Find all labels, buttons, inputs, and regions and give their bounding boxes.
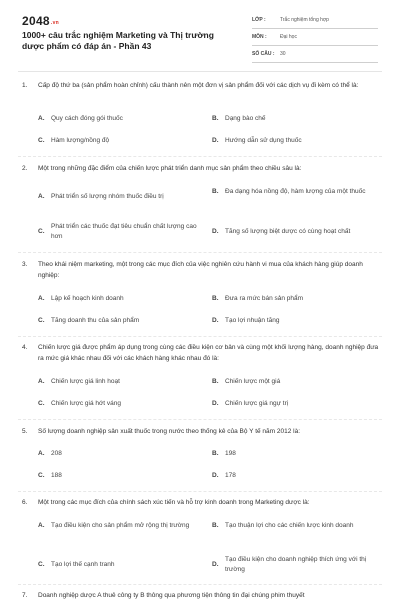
option-4a[interactable] bbox=[38, 377, 203, 387]
option-3b[interactable] bbox=[212, 294, 377, 304]
option-1d[interactable] bbox=[212, 136, 377, 146]
option-6b[interactable] bbox=[212, 521, 377, 531]
option-letter: D. bbox=[212, 137, 219, 144]
option-1b[interactable] bbox=[212, 114, 377, 124]
option-text: Chiến lược giá ngự trị bbox=[225, 400, 289, 407]
question-text: Một trong các mục đích của chính sách xúc tiến và hỗ trợ kinh doanh trong Marketing dược là: bbox=[38, 499, 310, 506]
question-1 bbox=[22, 80, 382, 91]
option-letter: A. bbox=[38, 115, 45, 122]
option-letter: D. bbox=[212, 561, 219, 568]
logo-suffix: .vn bbox=[50, 20, 60, 26]
meta-label: SỐ CÂU : bbox=[252, 51, 275, 57]
question-separator bbox=[18, 156, 382, 157]
option-1a[interactable] bbox=[38, 114, 203, 124]
option-text: Chiến lược giá linh hoạt bbox=[51, 378, 120, 385]
question-3 bbox=[22, 259, 382, 281]
option-letter: D. bbox=[212, 400, 219, 407]
question-number: 3. bbox=[22, 261, 28, 268]
option-text: Quy cách đóng gói thuốc bbox=[51, 115, 123, 122]
option-letter: C. bbox=[38, 317, 45, 324]
option-text: Tăng doanh thu của sản phẩm bbox=[51, 317, 140, 324]
header-divider bbox=[18, 71, 382, 72]
option-text: Tạo lợi nhuận tăng bbox=[225, 317, 280, 324]
option-text: 178 bbox=[225, 472, 236, 479]
logo-text: 2048 bbox=[22, 14, 50, 28]
option-letter: A. bbox=[38, 193, 45, 200]
option-letter: B. bbox=[212, 295, 219, 302]
option-text: 188 bbox=[51, 472, 62, 479]
question-separator bbox=[18, 419, 382, 420]
option-letter: C. bbox=[38, 400, 45, 407]
meta-value: 30 bbox=[280, 51, 286, 57]
option-letter: B. bbox=[212, 188, 219, 195]
option-text: 208 bbox=[51, 450, 62, 457]
option-letter: D. bbox=[212, 228, 219, 235]
question-text: Cấp độ thứ ba (sản phẩm hoàn chỉnh) cấu thành nên một đơn vị sản phẩm đối với các dịch vụ đi kèm có thể là: bbox=[38, 82, 359, 89]
option-1c[interactable] bbox=[38, 136, 203, 146]
question-separator bbox=[18, 491, 382, 492]
question-5 bbox=[22, 426, 382, 437]
meta-label: LỚP : bbox=[252, 17, 266, 23]
option-letter: B. bbox=[212, 450, 219, 457]
option-letter: D. bbox=[212, 317, 219, 324]
site-logo[interactable] bbox=[22, 14, 59, 28]
question-number: 6. bbox=[22, 499, 28, 506]
option-letter: A. bbox=[38, 295, 45, 302]
option-text: Tạo điều kiện cho doanh nghiệp thích ứng với thị trường bbox=[225, 556, 367, 573]
question-separator bbox=[18, 336, 382, 337]
option-3a[interactable] bbox=[38, 294, 203, 304]
option-5b[interactable] bbox=[212, 449, 377, 459]
option-letter: C. bbox=[38, 228, 45, 235]
question-4 bbox=[22, 342, 382, 364]
option-text: Đưa ra mức bán sản phẩm bbox=[225, 295, 304, 302]
question-number: 4. bbox=[22, 344, 28, 351]
option-6d[interactable] bbox=[212, 555, 377, 575]
question-number: 2. bbox=[22, 165, 28, 172]
option-text: Đa dạng hóa nồng độ, hàm lượng của một thuốc bbox=[225, 188, 366, 195]
option-text: Lập kế hoạch kinh doanh bbox=[51, 295, 124, 302]
meta-row-class bbox=[252, 12, 378, 29]
meta-row-count bbox=[252, 46, 378, 63]
option-letter: C. bbox=[38, 472, 45, 479]
option-text: Phát triển số lượng nhóm thuốc điều trị bbox=[51, 193, 164, 200]
option-text: Tạo thuận lợi cho các chiến lược kinh doanh bbox=[225, 522, 354, 529]
option-text: Tạo lợi thế cạnh tranh bbox=[51, 561, 115, 568]
question-number: 7. bbox=[22, 592, 28, 599]
option-text: Hàm lượng/nồng độ bbox=[51, 137, 110, 144]
option-4d[interactable] bbox=[212, 399, 377, 409]
option-2c[interactable] bbox=[38, 222, 203, 242]
option-text: Phát triển các thuốc đạt tiêu chuẩn chất lượng cao hơn bbox=[51, 223, 197, 240]
question-separator bbox=[18, 584, 382, 585]
option-4b[interactable] bbox=[212, 377, 377, 387]
option-letter: A. bbox=[38, 378, 45, 385]
question-text: Doanh nghiệp dược A thuê công ty B thông qua phương tiện thông tin đại chúng phim thuyết bbox=[38, 592, 305, 599]
option-5a[interactable] bbox=[38, 449, 203, 459]
option-text: Dạng bào chế bbox=[225, 115, 266, 122]
option-3d[interactable] bbox=[212, 316, 377, 326]
option-6a[interactable] bbox=[38, 521, 203, 531]
question-number: 1. bbox=[22, 82, 28, 89]
option-text: Chiến lược giá hớt váng bbox=[51, 400, 121, 407]
option-letter: B. bbox=[212, 378, 219, 385]
question-6 bbox=[22, 497, 382, 508]
option-text: Tăng số lượng biệt dược có cùng hoạt chất bbox=[225, 228, 351, 235]
option-2d[interactable] bbox=[212, 227, 377, 237]
option-text: Hướng dẫn sử dụng thuốc bbox=[225, 137, 302, 144]
option-letter: B. bbox=[212, 115, 219, 122]
meta-table bbox=[252, 12, 378, 63]
question-number: 5. bbox=[22, 428, 28, 435]
meta-value: Đại học bbox=[280, 34, 297, 40]
option-2a[interactable] bbox=[38, 192, 203, 202]
meta-label: MÔN : bbox=[252, 34, 267, 40]
document-title: 1000+ câu trắc nghiệm Marketing và Thị trường dược phẩm có đáp án - Phần 43 bbox=[22, 30, 214, 51]
option-6c[interactable] bbox=[38, 560, 203, 570]
question-7 bbox=[22, 590, 382, 600]
option-letter: A. bbox=[38, 522, 45, 529]
option-letter: D. bbox=[212, 472, 219, 479]
option-3c[interactable] bbox=[38, 316, 203, 326]
option-letter: B. bbox=[212, 522, 219, 529]
meta-row-subject bbox=[252, 29, 378, 46]
question-text: Số lượng doanh nghiệp sản xuất thuốc trong nước theo thống kê của Bộ Y tế năm 2012 là: bbox=[38, 428, 301, 435]
option-4c[interactable] bbox=[38, 399, 203, 409]
option-letter: A. bbox=[38, 450, 45, 457]
option-2b[interactable] bbox=[212, 187, 377, 197]
question-2 bbox=[22, 163, 382, 174]
option-letter: C. bbox=[38, 561, 45, 568]
question-text: Theo khái niệm marketing, một trong các mục đích của việc nghiên cứu hành vi mua của khách hàng giúp doanh nghiệp: bbox=[38, 261, 363, 279]
meta-value: Trắc nghiệm tổng hợp bbox=[280, 17, 329, 23]
option-text: Chiến lược một giá bbox=[225, 378, 281, 385]
option-text: Tạo điều kiện cho sản phẩm mở rộng thị trường bbox=[51, 522, 190, 529]
option-5c[interactable] bbox=[38, 471, 203, 481]
question-text: Một trong những đặc điểm của chiến lược phát triển danh mục sản phẩm theo chiều sâu là: bbox=[38, 165, 302, 172]
option-5d[interactable] bbox=[212, 471, 377, 481]
option-letter: C. bbox=[38, 137, 45, 144]
question-separator bbox=[18, 252, 382, 253]
document-header bbox=[0, 0, 400, 66]
option-text: 198 bbox=[225, 450, 236, 457]
question-text: Chiến lược giá được phẩm áp dụng trong cùng các điều kiện cơ bản và cùng một khối lượng hàng, doanh nghiệp đưa ra mức giá khác nhau đối với các khách hàng khác nhau đó là: bbox=[38, 344, 379, 362]
